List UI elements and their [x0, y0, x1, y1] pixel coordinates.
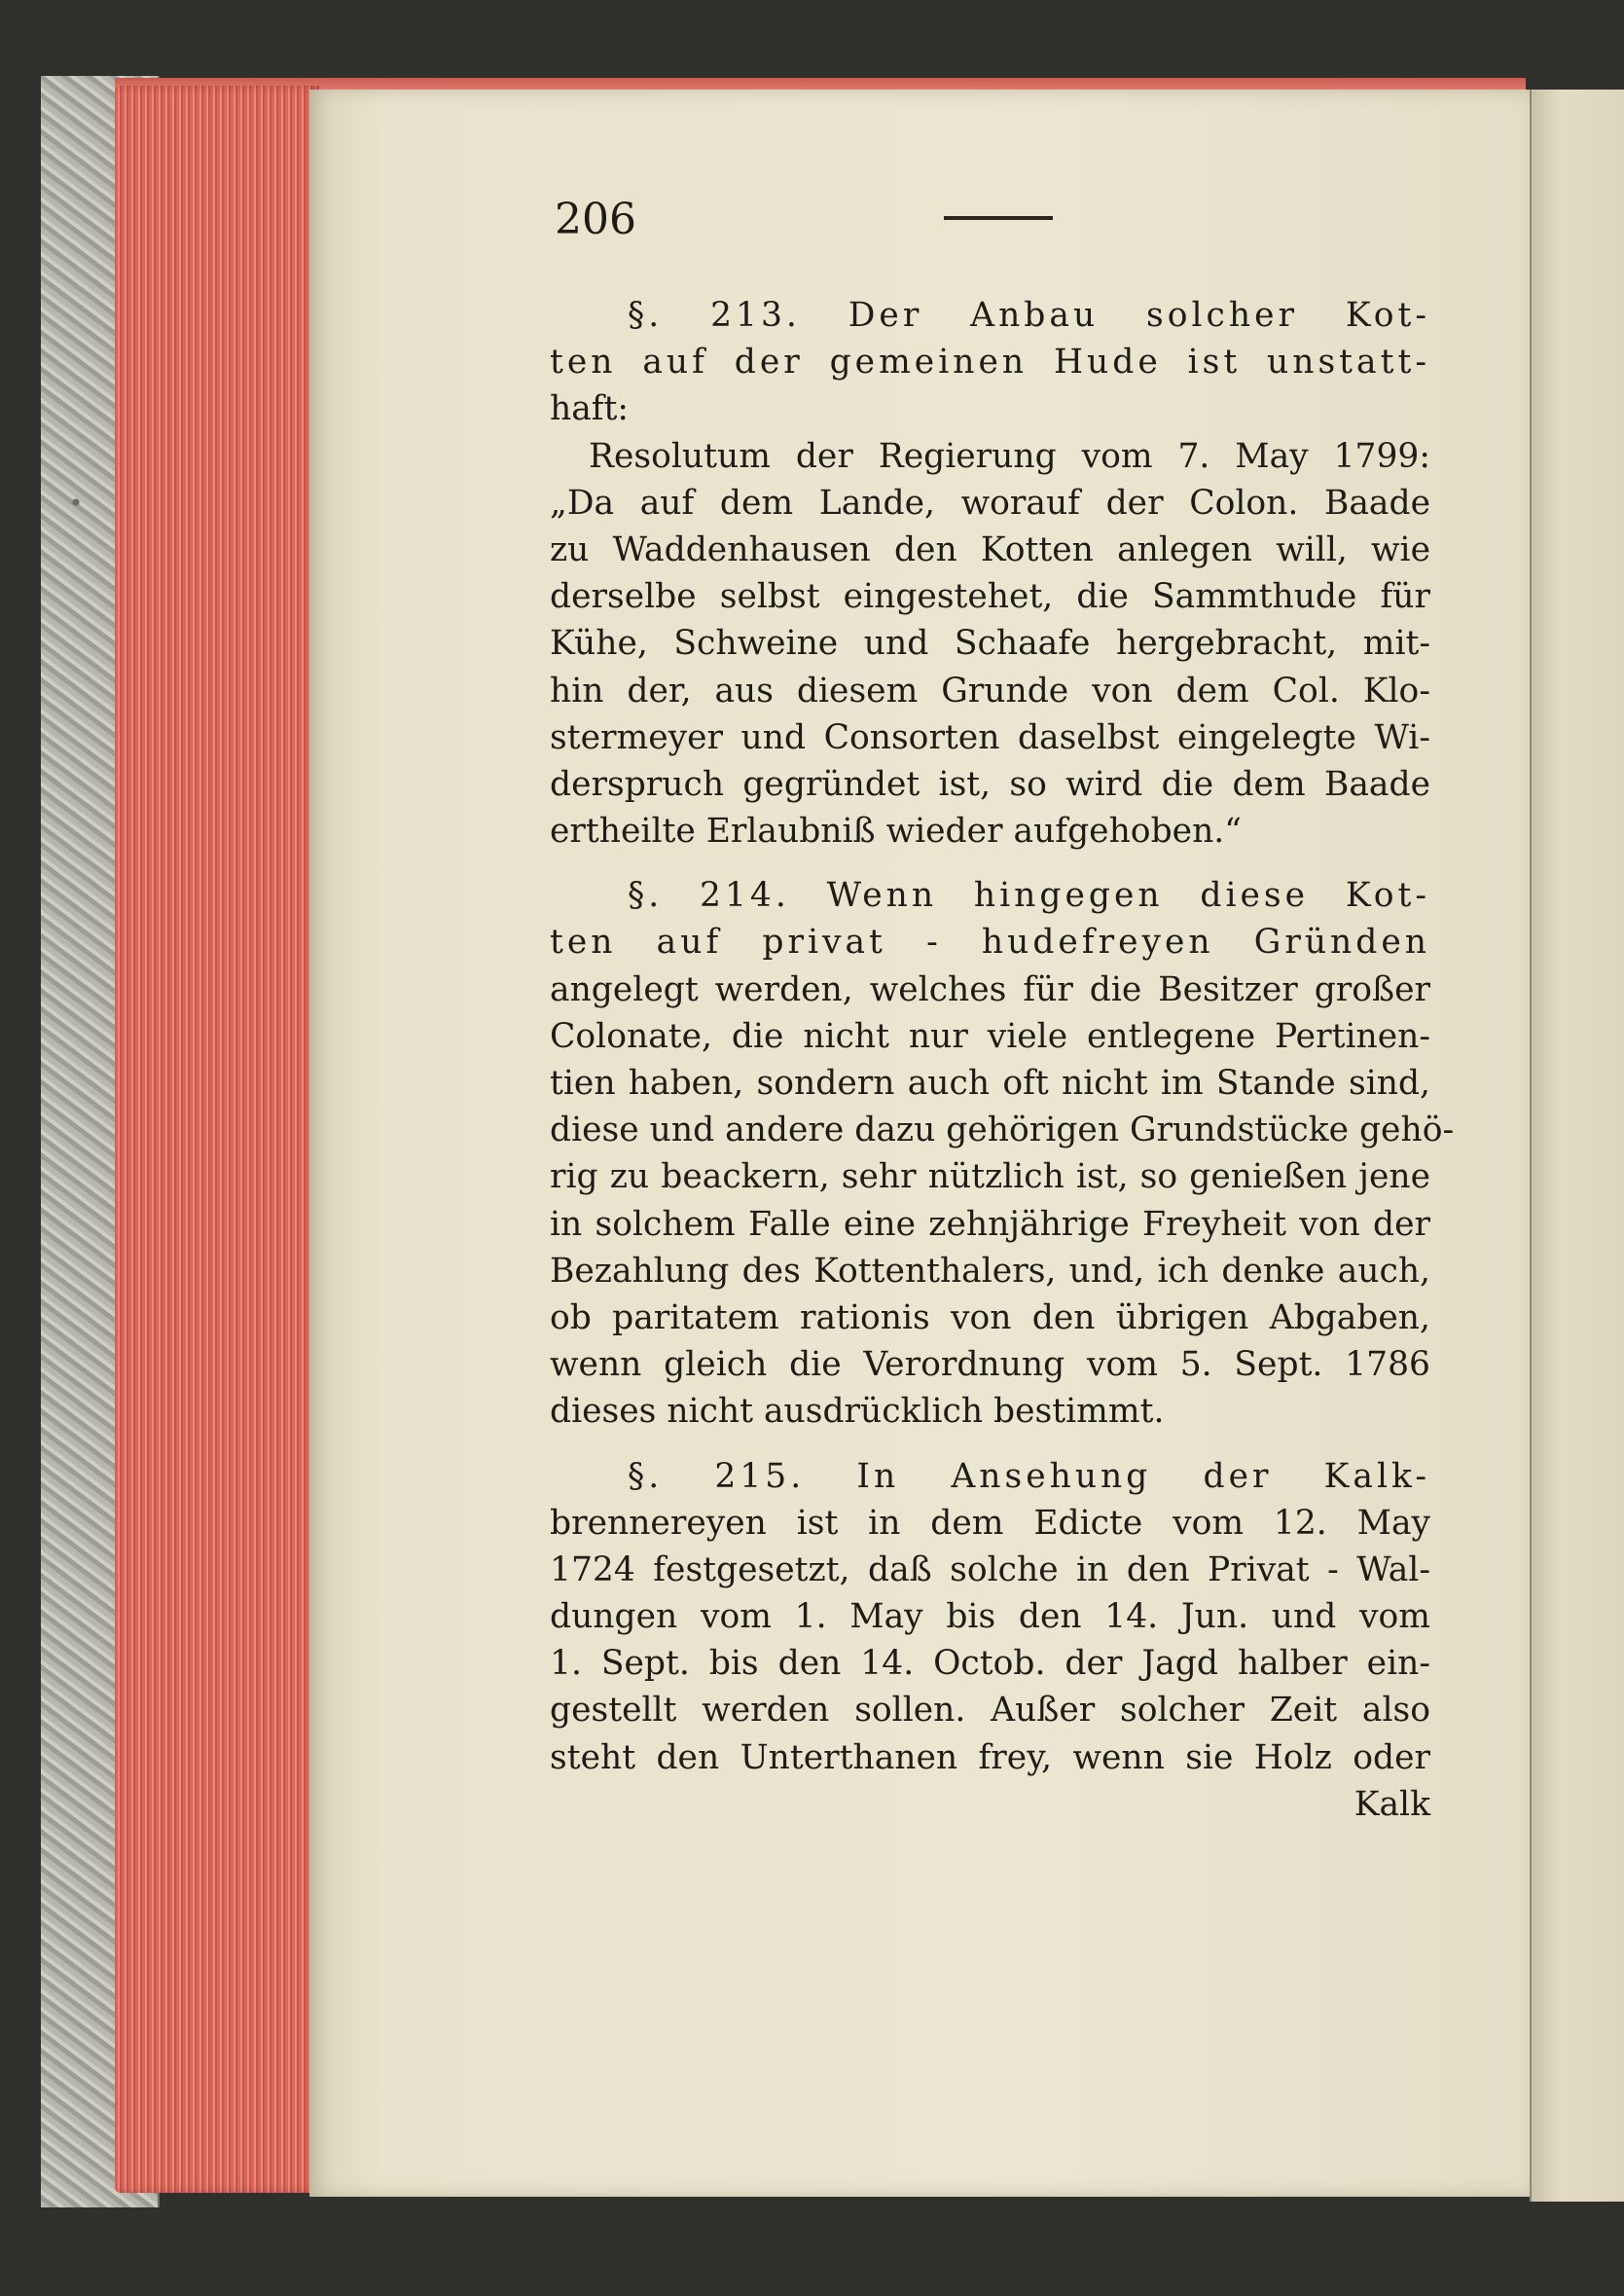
facing-page	[1530, 90, 1624, 2202]
quote-line: derspruch gegründet ist, so wird die dem Baade	[550, 764, 1430, 804]
resolution-heading: Resolutum der Regierung vom 7. May 1799:	[589, 436, 1430, 476]
page-header	[555, 195, 1430, 243]
section-213-line: ten auf der gemeinen Hude ist unstatt-	[550, 343, 1430, 383]
section-215-line: 1. Sept. bis den 14. Octob. der Jagd halber ein-	[550, 1644, 1430, 1684]
section-214-line: dieses nicht ausdrücklich bestimmt.	[550, 1392, 1165, 1432]
quote-line: „Da auf dem Lande, worauf der Colon. Baade	[550, 483, 1430, 523]
section-214-line: ob paritatem rationis von den übrigen Abgaben,	[550, 1297, 1430, 1337]
quote-line: ertheilte Erlaubniß wieder aufgehoben.“	[550, 812, 1242, 852]
quote-line: stermeyer und Consorten daselbst eingelegte Wi-	[550, 717, 1430, 757]
section-215-line: §. 215. In Ansehung der Kalk-	[628, 1456, 1430, 1496]
section-214-line: Colonate, die nicht nur viele entlegene Pertinen-	[550, 1016, 1430, 1056]
section-214-line: §. 214. Wenn hingegen diese Kot-	[628, 876, 1430, 916]
quote-line: hin der, aus diesem Grunde von dem Col. Klo-	[550, 671, 1430, 711]
quote-line: Kühe, Schweine und Schaafe hergebracht, mit-	[550, 624, 1430, 664]
section-215-line: dungen vom 1. May bis den 14. Jun. und vom	[550, 1597, 1430, 1637]
section-215-line: brennereyen ist in dem Edicte vom 12. May	[550, 1503, 1430, 1543]
section-215-line: steht den Unterthanen frey, wenn sie Holz oder	[550, 1737, 1430, 1777]
section-214-line: tien haben, sondern auch oft nicht im Stande sind,	[550, 1064, 1430, 1103]
section-214-line: diese und andere dazu gehörigen Grundstücke gehö-	[550, 1111, 1455, 1150]
page-number: 206	[555, 195, 636, 244]
catchword: Kalk	[1353, 1784, 1430, 1824]
page-body	[550, 292, 1455, 1828]
section-213-line: §. 213. Der Anbau solcher Kot-	[628, 296, 1430, 335]
quote-line: derselbe selbst eingestehet, die Sammthude für	[550, 577, 1430, 617]
page-edges	[115, 86, 319, 2193]
section-214-line: angelegt werden, welches für die Besitzer großer	[550, 969, 1430, 1009]
section-214-line: in solchem Falle eine zehnjährige Freyheit von der	[550, 1204, 1430, 1244]
quote-line: zu Waddenhausen den Kotten anlegen will, wie	[550, 529, 1430, 569]
section-214-line: rig zu beackern, sehr nützlich ist, so genießen jene	[550, 1157, 1430, 1197]
section-214-line: Bezahlung des Kottenthalers, und, ich denke auch,	[550, 1251, 1430, 1291]
section-215-line: gestellt werden sollen. Außer solcher Zeit also	[550, 1691, 1430, 1731]
section-213-line: haft:	[550, 389, 630, 429]
section-215-line: 1724 festgesetzt, daß solche in den Privat - Wal-	[550, 1549, 1430, 1589]
section-214-line: wenn gleich die Verordnung vom 5. Sept. 1786	[550, 1345, 1430, 1385]
section-214-line: ten auf privat - hudefreyen Gründen	[550, 923, 1430, 963]
header-rule	[944, 216, 1053, 220]
